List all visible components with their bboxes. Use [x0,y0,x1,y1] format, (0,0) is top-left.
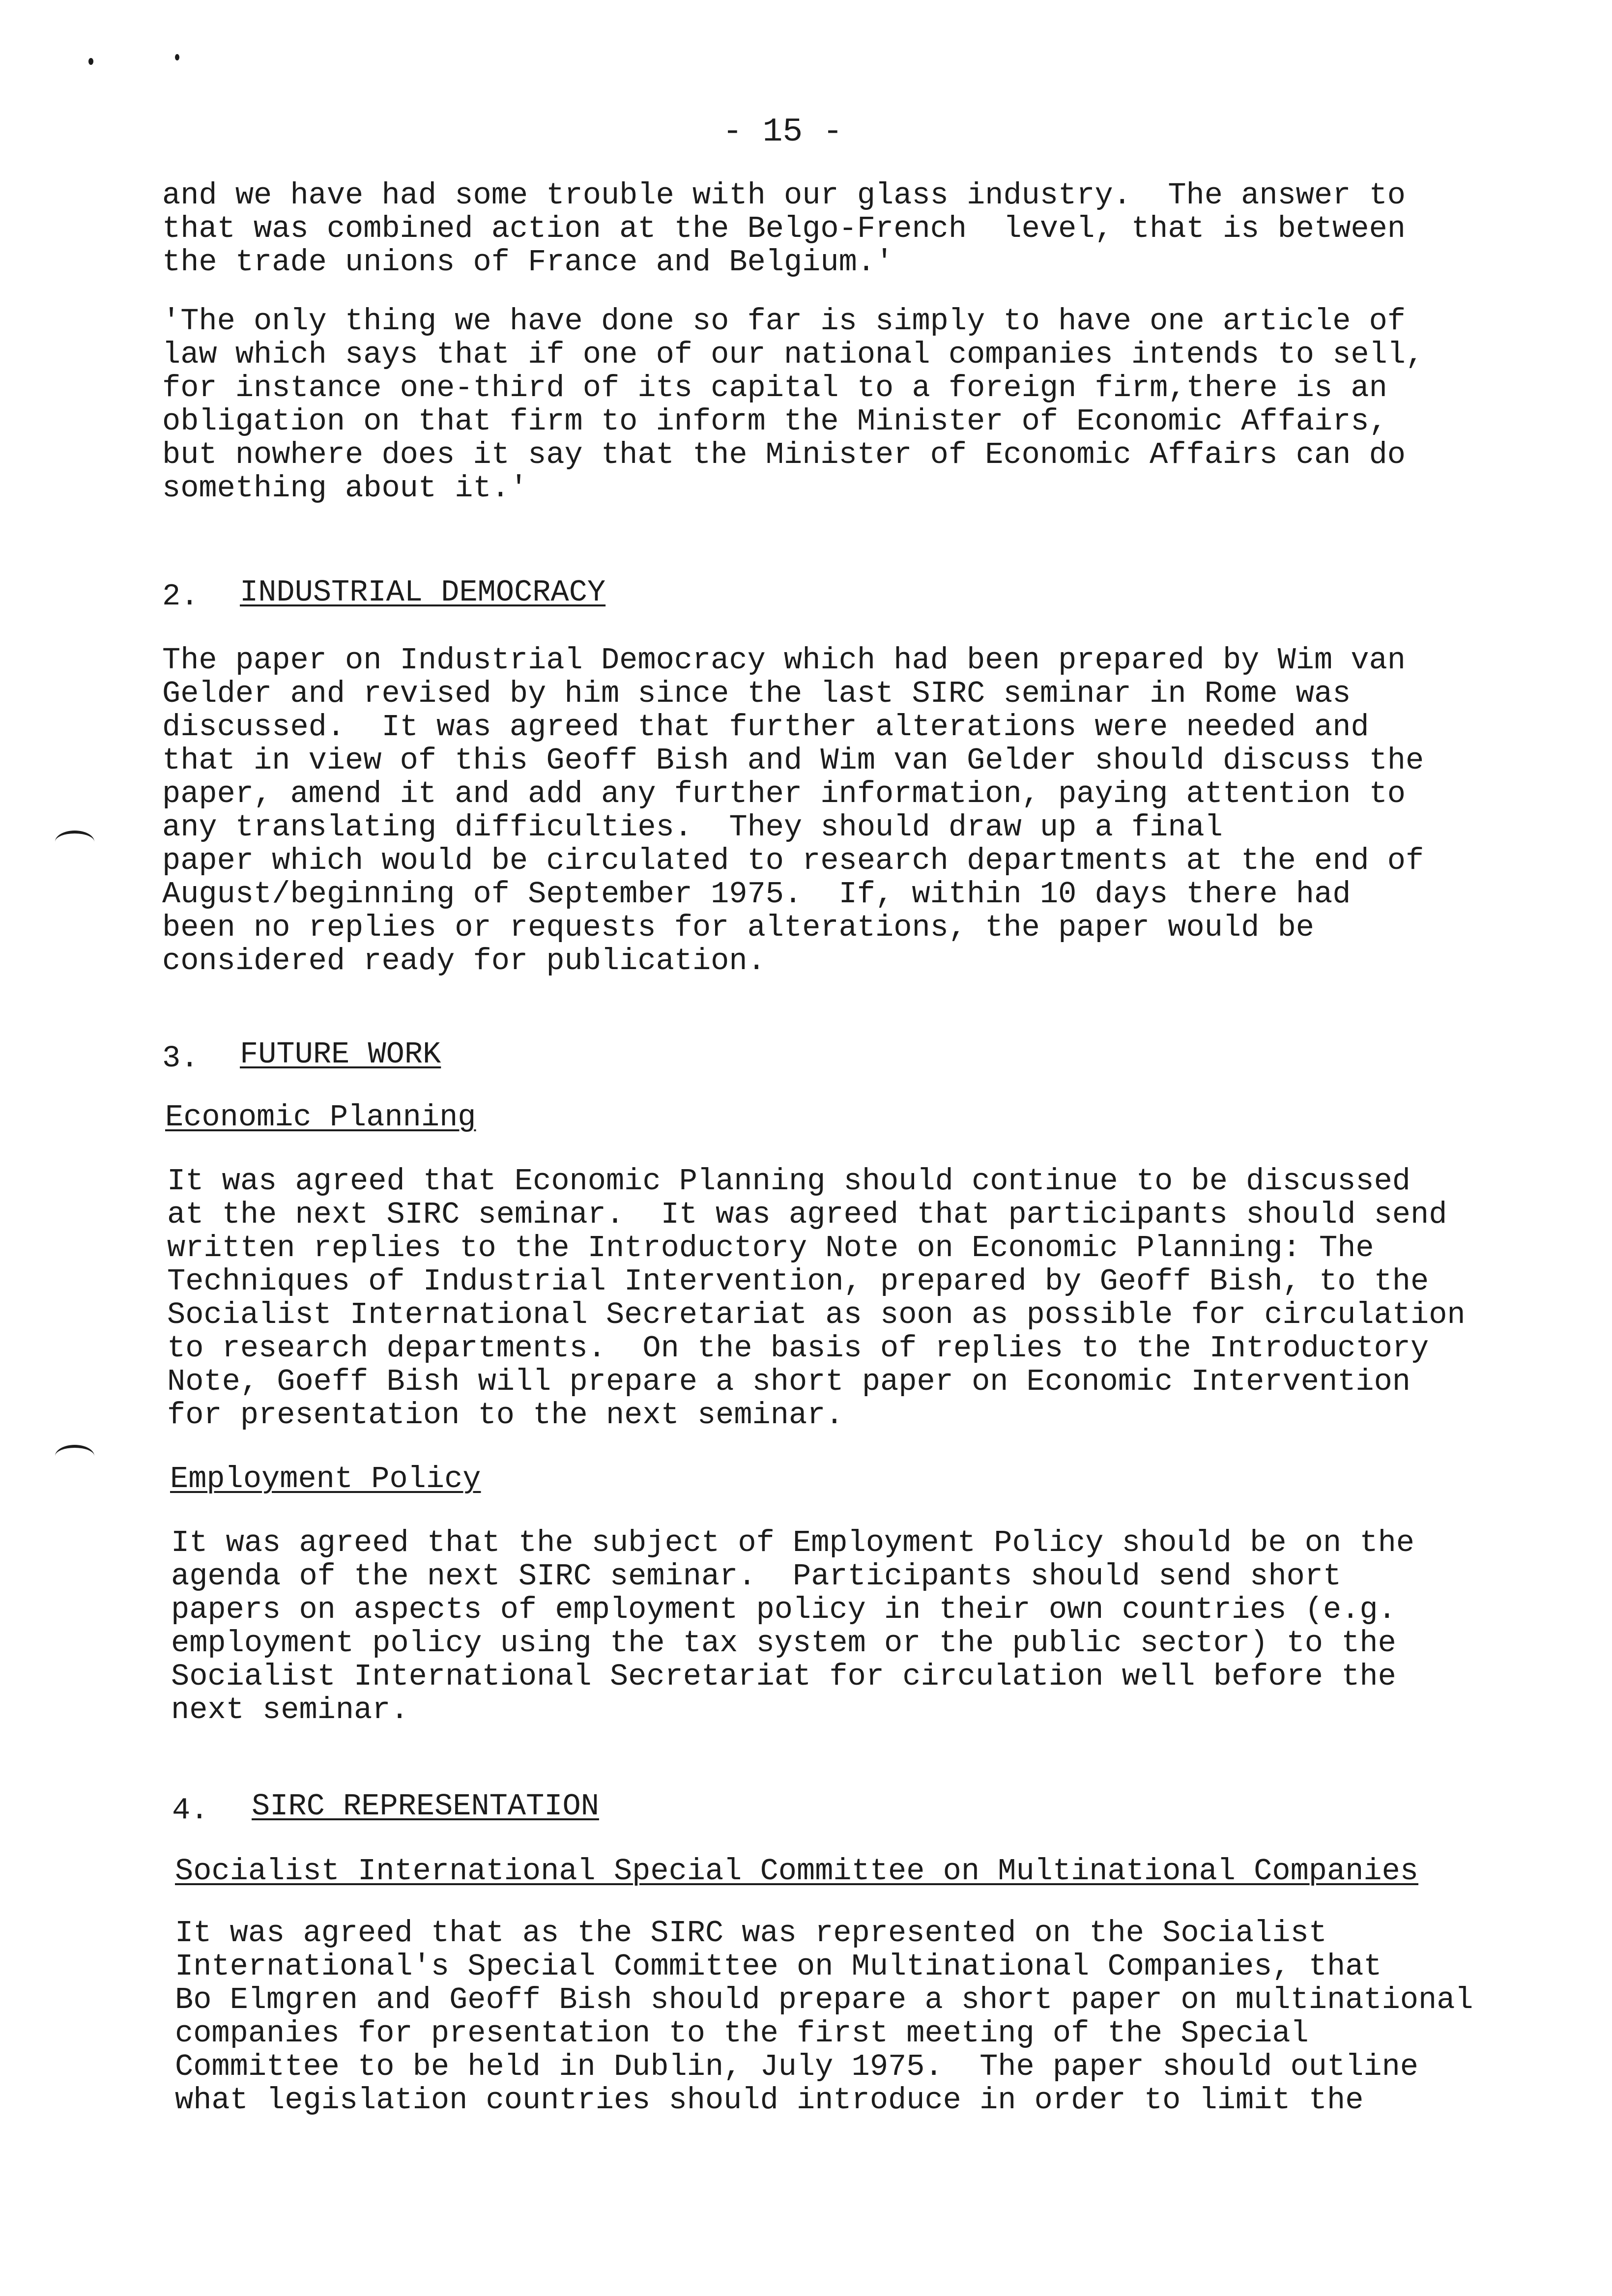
economic-planning-heading: Economic Planning [165,1100,476,1135]
text-line: the trade unions of France and Belgium.' [162,245,894,280]
economic-planning-body [167,1165,1543,1432]
text-line: International's Special Committee on Multinational Companies, that [175,1949,1382,1984]
page-number: - 15 - [722,113,843,151]
text-line: to research departments. On the basis of replies to the Introductory [167,1331,1429,1366]
text-line: that was combined action at the Belgo-French level, that is between [162,211,1406,246]
section-4-title: SIRC REPRESENTATION [252,1789,599,1824]
section-3-number: 3. [162,1041,199,1076]
text-line: papers on aspects of employment policy in their own countries (e.g. [171,1592,1396,1627]
text-line: something about it.' [162,471,528,506]
text-line: been no replies or requests for alterations, the paper would be [162,910,1314,945]
text-line: considered ready for publication. [162,944,766,978]
employment-policy-body [171,1526,1547,1727]
text-line: that in view of this Geoff Bish and Wim van Gelder should discuss the [162,743,1424,778]
text-line: written replies to the Introductory Note on Economic Planning: The [167,1231,1374,1265]
intro-para-2 [162,305,1538,505]
text-line: August/beginning of September 1975. If, within 10 days there had [162,877,1351,912]
section-2-body [162,644,1538,978]
scan-dot [175,54,179,60]
text-line: paper, amend it and add any further information, paying attention to [162,776,1406,811]
section-3-title: FUTURE WORK [240,1037,441,1072]
multinational-committee-heading: Socialist International Special Committee on Multinational Companies [175,1854,1419,1889]
text-line: but nowhere does it say that the Minister of Economic Affairs can do [162,437,1406,472]
scan-dot [88,58,93,65]
text-line: obligation on that firm to inform the Minister of Economic Affairs, [162,404,1387,439]
text-line: agenda of the next SIRC seminar. Participants should send short [171,1559,1342,1594]
text-line: paper which would be circulated to research departments at the end of [162,843,1424,878]
text-line: for instance one-third of its capital to a foreign firm,there is an [162,371,1387,405]
text-line: employment policy using the tax system or the public sector) to the [171,1626,1396,1661]
text-line: for presentation to the next seminar. [167,1398,844,1433]
section-4-number: 4. [172,1793,209,1828]
employment-policy-heading: Employment Policy [170,1462,481,1496]
intro-para-1 [162,179,1538,279]
text-line: It was agreed that Economic Planning should continue to be discussed [167,1164,1411,1199]
text-line: any translating difficulties. They should draw up a final [162,810,1223,845]
text-line: Socialist International Secretariat for circulation well before the [171,1659,1396,1694]
text-line: It was agreed that the subject of Employment Policy should be on the [171,1525,1415,1560]
text-line: Techniques of Industrial Intervention, prepared by Geoff Bish, to the [167,1264,1429,1299]
multinational-committee-body [175,1917,1551,2117]
text-line: Bo Elmgren and Geoff Bish should prepare a short paper on multinational [175,1982,1473,2017]
text-line: next seminar. [171,1693,409,1727]
margin-mark [55,1445,94,1467]
text-line: Socialist International Secretariat as soon as possible for circulation [167,1297,1466,1332]
text-line: companies for presentation to the first meeting of the Special [175,2016,1309,2051]
section-2-number: 2. [162,579,199,614]
section-2-title: INDUSTRIAL DEMOCRACY [240,575,606,610]
text-line: The paper on Industrial Democracy which had been prepared by Wim van [162,643,1406,678]
text-line: law which says that if one of our national companies intends to sell, [162,337,1424,372]
text-line: Note, Goeff Bish will prepare a short paper on Economic Intervention [167,1364,1411,1399]
text-line: Gelder and revised by him since the last SIRC seminar in Rome was [162,676,1351,711]
margin-mark [55,831,94,853]
text-line: discussed. It was agreed that further alterations were needed and [162,710,1369,745]
text-line: what legislation countries should introduce in order to limit the [175,2083,1364,2118]
text-line: Committee to be held in Dublin, July 1975. The paper should outline [175,2049,1419,2084]
text-line: at the next SIRC seminar. It was agreed that participants should send [167,1197,1447,1232]
text-line: It was agreed that as the SIRC was represented on the Socialist [175,1916,1327,1951]
text-line: and we have had some trouble with our glass industry. The answer to [162,178,1406,213]
text-line: 'The only thing we have done so far is simply to have one article of [162,304,1406,339]
